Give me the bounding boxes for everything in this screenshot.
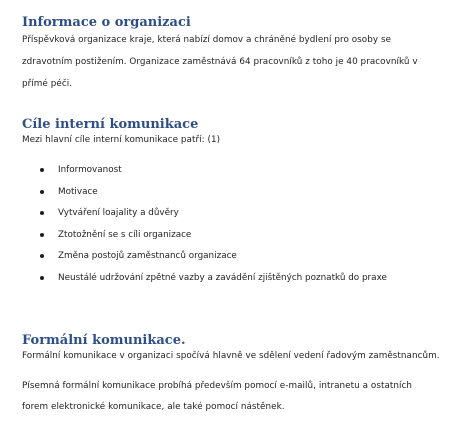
formal-para-1: Formální komunikace v organizaci spočívá hlavně ve sdělení vedení řadovým zaměstnancům.: [22, 351, 440, 361]
section-org-info: [22, 14, 418, 89]
heading-org-info: Informace o organizaci: [22, 15, 191, 30]
bullet-icon: [40, 276, 44, 280]
internal-goals-intro: Mezi hlavní cíle interní komunikace patří: (1): [22, 135, 221, 145]
section-internal-goals: [22, 116, 387, 283]
list-item: [22, 203, 462, 225]
list-item-text: Změna postojů zaměstnanců organizace: [58, 251, 237, 261]
bullet-icon: [40, 233, 44, 237]
org-info-line-2: zdravotním postižením. Organizace zaměstnává 64 pracovníků z toho je 40 pracovníků v: [22, 57, 418, 67]
goals-list: [22, 160, 462, 289]
bullet-icon: [40, 190, 44, 194]
formal-para-2-line-2: forem elektronické komunikace, ale také pomocí nástěnek.: [22, 402, 285, 412]
list-item: [22, 160, 462, 182]
list-item-text: Vytváření loajality a důvěry: [58, 208, 179, 218]
list-item: [22, 268, 462, 290]
org-info-line-1: Příspěvková organizace kraje, která nabízí domov a chráněné bydlení pro osoby se: [22, 35, 392, 45]
list-item-text: Motivace: [58, 186, 98, 197]
list-item-text: Ztotožnění se s cíli organizace: [58, 229, 192, 240]
list-item: [22, 225, 462, 247]
section-formal-communication: [22, 332, 440, 412]
bullet-icon: [40, 168, 44, 172]
org-info-line-3: přímé péči.: [22, 79, 73, 89]
list-item-text: Neustálé udržování zpětné vazby a zavádění zjištěných poznatků do praxe: [58, 272, 387, 283]
bullet-icon: [40, 211, 44, 215]
list-item-text: Informovanost: [58, 165, 122, 175]
formal-para-2-line-1: Písemná formální komunikace probíhá především pomocí e-mailů, intranetu a ostatních: [22, 381, 413, 391]
list-item: [22, 246, 462, 268]
bullet-icon: [40, 254, 44, 258]
heading-internal-goals: Cíle interní komunikace: [22, 117, 199, 132]
list-item: [22, 182, 462, 204]
heading-formal-communication: Formální komunikace.: [22, 333, 186, 348]
